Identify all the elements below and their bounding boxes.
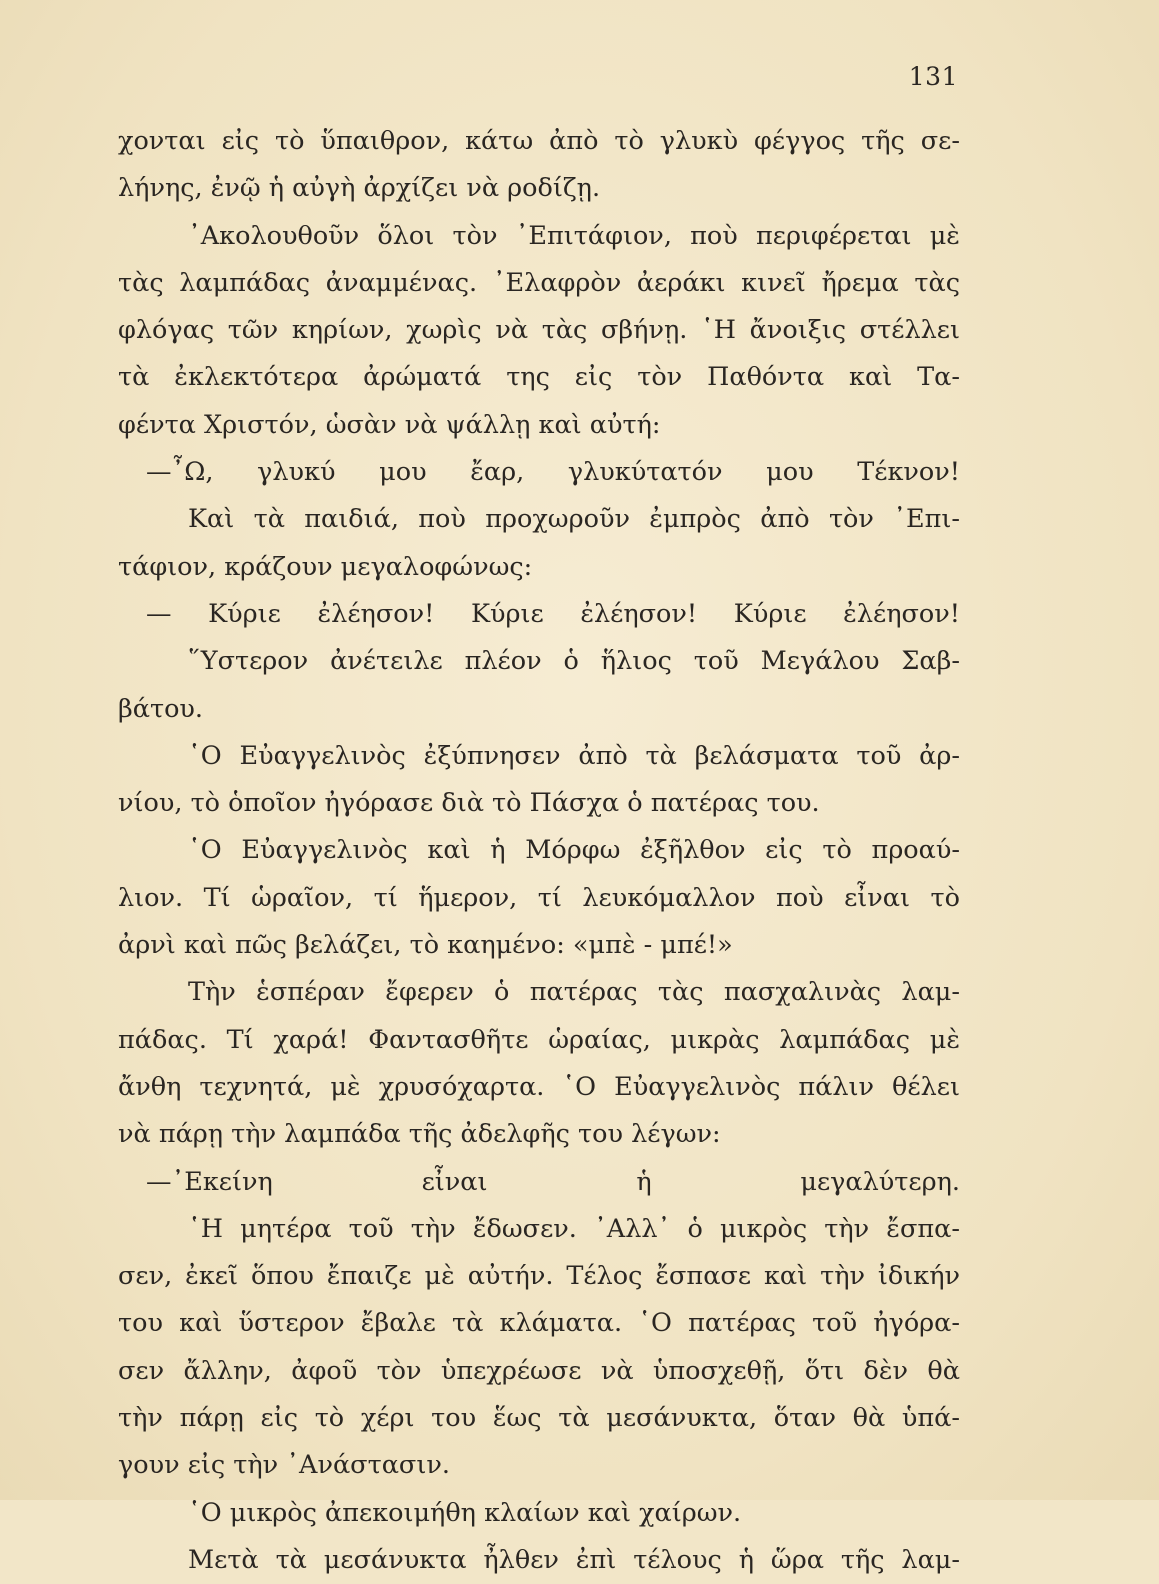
text-line: σεν, ἐκεῖ ὅπου ἔπαιζε μὲ αὐτήν. Τέλος ἔσπασε καὶ τὴν ἰδικήν [118, 1261, 960, 1292]
text-line: ᾿Ακολουθοῦν ὅλοι τὸν ᾿Επιτάφιον, ποὺ περιφέρεται μὲ [188, 220, 960, 251]
text-line: τὰς λαμπάδας ἀναμμένας. ᾿Ελαφρὸν ἀεράκι κινεῖ ἤρεμα τὰς [118, 267, 960, 298]
text-line: ῾Η μητέρα τοῦ τὴν ἔδωσεν. ᾿Αλλ᾿ ὁ μικρὸς τὴν ἔσπα- [188, 1213, 960, 1244]
page-number: 131 [908, 62, 958, 91]
text-line: Καὶ τὰ παιδιά, ποὺ προχωροῦν ἐμπρὸς ἀπὸ τὸν ᾿Επι- [188, 504, 960, 535]
text-line: φλόγας τῶν κηρίων, χωρὶς νὰ τὰς σβήνῃ. ῾Η ἄνοιξις στέλλει [118, 315, 960, 346]
text-line: νίου, τὸ ὁποῖον ἠγόρασε διὰ τὸ Πάσχα ὁ πατέρας του. [118, 788, 820, 819]
text-line: γουν εἰς τὴν ᾿Ανάστασιν. [118, 1450, 450, 1481]
text-line: βάτου. [118, 693, 204, 724]
text-line: χονται εἰς τὸ ὕπαιθρον, κάτω ἀπὸ τὸ γλυκὺ φέγγος τῆς σε- [118, 126, 960, 156]
text-line: τάφιον, κράζουν μεγαλοφώνως: [118, 551, 533, 582]
text-line: τὴν πάρῃ εἰς τὸ χέρι του ἕως τὰ μεσάνυκτα, ὅταν θὰ ὑπά- [118, 1403, 960, 1434]
text-line: του καὶ ὕστερον ἔβαλε τὰ κλάματα. ῾Ο πατέρας τοῦ ἠγόρα- [118, 1308, 960, 1339]
text-line: Μετὰ τὰ μεσάνυκτα ἦλθεν ἐπὶ τέλους ἡ ὥρα τῆς λαμ- [188, 1544, 960, 1575]
text-line: σεν ἄλλην, ἀφοῦ τὸν ὑπεχρέωσε νὰ ὑποσχεθῇ, ὅτι δὲν θὰ [118, 1355, 960, 1386]
text-line: λήνης, ἐνῷ ἡ αὐγὴ ἀρχίζει νὰ ροδίζῃ. [118, 173, 601, 204]
text-line: ἀρνὶ καὶ πῶς βελάζει, τὸ καημένο: «μπὲ - μπέ!» [118, 930, 733, 961]
body-text [118, 118, 960, 1584]
text-line: ἄνθη τεχνητά, μὲ χρυσόχαρτα. ῾Ο Εὐαγγελινὸς πάλιν θέλει [118, 1071, 960, 1102]
text-line: νὰ πάρῃ τὴν λαμπάδα τῆς ἀδελφῆς του λέγων: [118, 1119, 721, 1150]
text-line: ῾Ο Εὐαγγελινὸς ἐξύπνησεν ἀπὸ τὰ βελάσματα τοῦ ἀρ- [188, 740, 960, 771]
text-line: Τὴν ἑσπέραν ἔφερεν ὁ πατέρας τὰς πασχαλινὰς λαμ- [188, 977, 960, 1008]
text-line: φέντα Χριστόν, ὡσὰν νὰ ψάλλῃ καὶ αὐτή: [118, 409, 661, 440]
text-line: τὰ ἐκλεκτότερα ἀρώματά της εἰς τὸν Παθόντα καὶ Τα- [118, 362, 960, 393]
text-line: ῾Ο μικρὸς ἀπεκοιμήθη κλαίων καὶ χαίρων. [188, 1497, 742, 1528]
text-line: ῾Ο Εὐαγγελινὸς καὶ ἡ Μόρφω ἐξῆλθον εἰς τὸ προαύ- [188, 835, 960, 866]
text-line: πάδας. Τί χαρά! Φαντασθῆτε ὡραίας, μικρὰς λαμπάδας μὲ [118, 1024, 960, 1055]
text-line: —῏Ω, γλυκύ μου ἔαρ, γλυκύτατόν μου Τέκνον! [146, 457, 960, 488]
text-line: —᾿Εκείνη εἶναι ἡ μεγαλύτερη. [146, 1166, 960, 1197]
text-line: — Κύριε ἐλέησον! Κύριε ἐλέησον! Κύριε ἐλέησον! [146, 598, 960, 629]
text-line: ῞Υστερον ἀνέτειλε πλέον ὁ ἥλιος τοῦ Μεγάλου Σαβ- [188, 646, 960, 677]
text-line: λιον. Τί ὡραῖον, τί ἥμερον, τί λευκόμαλλον ποὺ εἶναι τὸ [118, 882, 960, 913]
